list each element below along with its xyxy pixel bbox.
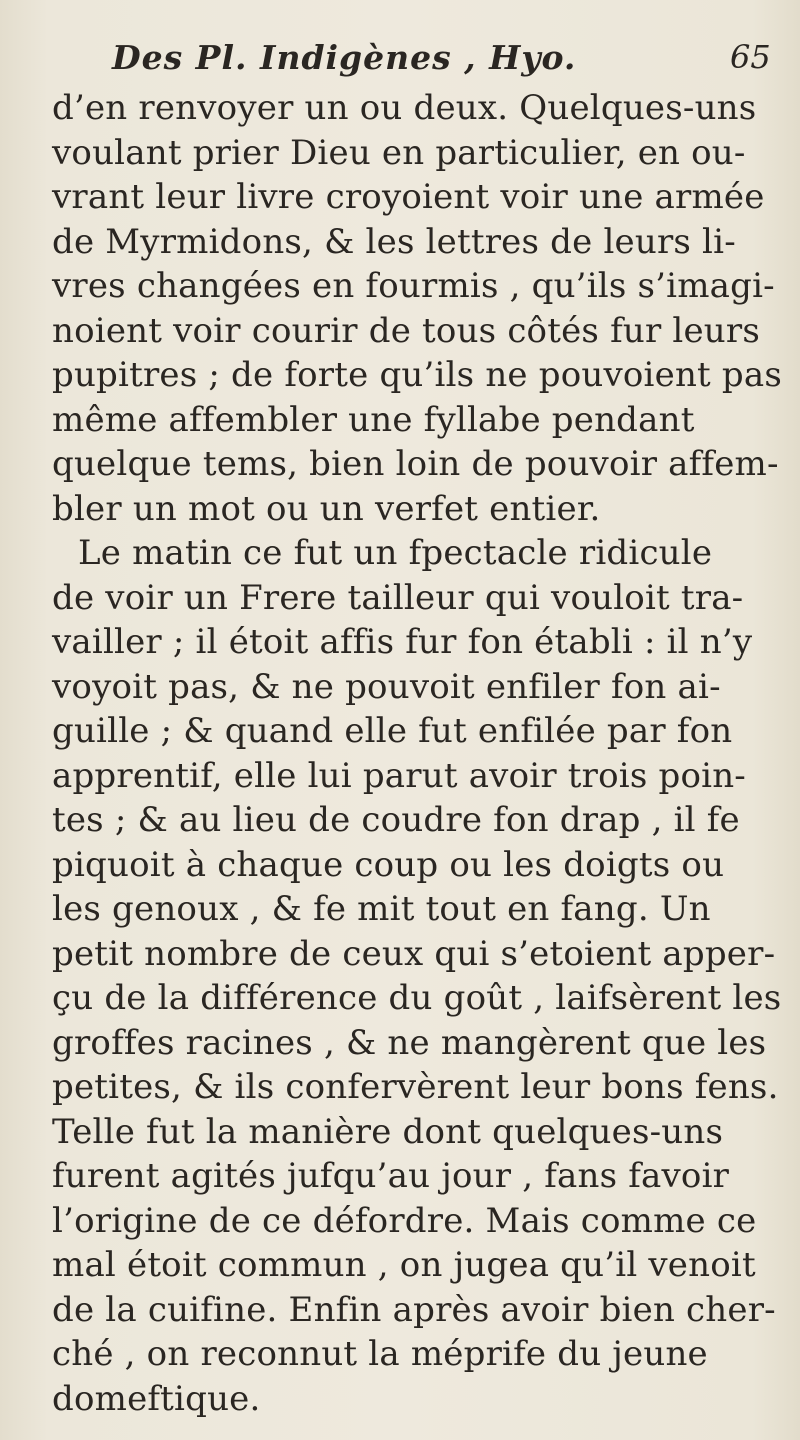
- text-line: petites, & ils confervèrent leur bons fens.: [52, 1067, 779, 1107]
- text-line: petit nombre de ceux qui s’etoient apper-: [52, 933, 776, 974]
- text-line: de la cuifine. Enfin après avoir bien cher-: [52, 1289, 776, 1330]
- text-line: apprentif, elle lui parut avoir trois poin-: [52, 755, 746, 796]
- text-line: vrant leur livre croyoient voir une armée: [52, 177, 765, 217]
- text-line: ché , on reconnut la méprife du jeune: [52, 1334, 708, 1374]
- text-line: furent agités jufqu’au jour , fans favoir: [52, 1156, 730, 1196]
- text-line: Le matin ce fut un fpectacle ridicule: [78, 533, 713, 573]
- text-line: quelque tems, bien loin de pouvoir affem-: [52, 444, 779, 484]
- text-line: d’en renvoyer un ou deux. Quelques-uns: [52, 88, 757, 128]
- text-line: tes ; & au lieu de coudre fon drap , il fe: [52, 800, 740, 840]
- text-line: groffes racines , & ne mangèrent que les: [52, 1022, 767, 1063]
- text-line: vailler ; il étoit affis fur fon établi : il n’y: [52, 622, 753, 662]
- text-line: piquoit à chaque coup ou les doigts ou: [52, 844, 725, 885]
- text-line: de Myrmidons, & les lettres de leurs li-: [52, 221, 736, 262]
- text-line: Telle fut la manière dont quelques-uns: [52, 1111, 724, 1152]
- text-line: domeftique.: [52, 1378, 261, 1419]
- text-line: voyoit pas, & ne pouvoit enfiler fon ai-: [52, 666, 721, 707]
- text-line: noient voir courir de tous côtés fur leurs: [52, 310, 761, 351]
- text-line: vres changées en fourmis , qu’ils s’imagi-: [52, 266, 775, 306]
- text-line: guille ; & quand elle fut enfilée par fon: [52, 711, 733, 751]
- text-line: bler un mot ou un verfet entier.: [52, 488, 601, 529]
- text-line: l’origine de ce défordre. Mais comme ce: [52, 1200, 757, 1241]
- text-line: çu de la différence du goût , laifsèrent les: [52, 978, 782, 1018]
- body-text: [52, 86, 783, 1421]
- text-line: les genoux , & fe mit tout en fang. Un: [52, 889, 711, 929]
- page-header: [112, 38, 772, 92]
- text-line: même affembler une fyllabe pendant: [52, 399, 695, 440]
- text-line: de voir un Frere tailleur qui vouloit tra-: [52, 577, 744, 618]
- page-number: 65: [730, 38, 771, 76]
- text-line: voulant prier Dieu en particulier, en ou-: [52, 132, 746, 173]
- text-line: mal étoit commun , on jugea qu’il venoit: [52, 1245, 756, 1285]
- running-title: Des Pl. Indigènes , Hyo.: [112, 38, 577, 77]
- text-line: pupitres ; de forte qu’ils ne pouvoient pas: [52, 355, 783, 395]
